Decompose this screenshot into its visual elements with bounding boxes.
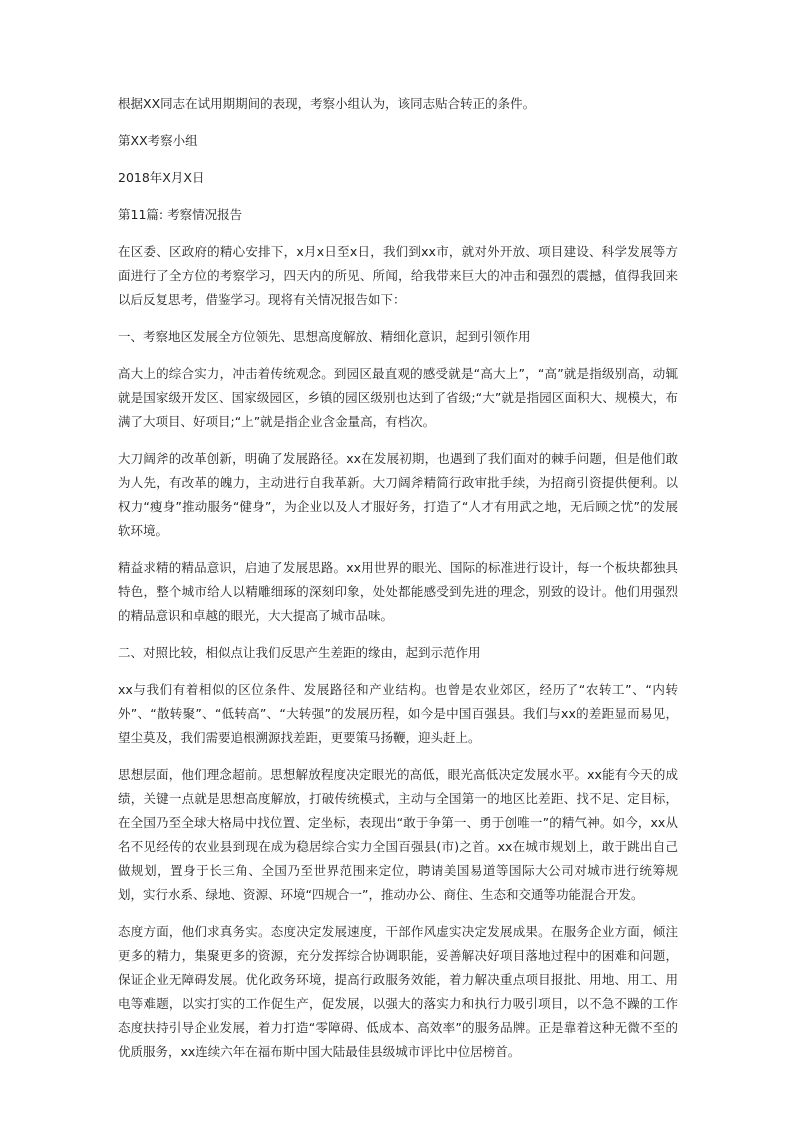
section1-paragraph-3: 精益求精的精品意识，启迪了发展思路。xx用世界的眼光、国际的标准进行设计，每一个板块都独具特色，整个城市给人以精雕细琢的深刻印象，处处都能感受到先进的理念，别致的设计。他们用强烈的精品意识和卓越的眼光，大大提高了城市品味。 [118,560,678,623]
section2-paragraph-2: 思想层面，他们理念超前。思想解放程度决定眼光的高低，眼光高低决定发展水平。xx能有今天的成绩，关键一点就是思想高度解放，打破传统模式，主动与全国第一的地区比差距、找不足、定目标，在全国乃至全球大格局中找位置、定坐标，表现出“敢于争第一、勇于创唯一”的精气神。如今，xx从名不见经传的农业县到现在成为稳居综合实力全国百强县(市)之首。xx在城市规划上，敢于跳出自己做规划，置身于长三角、全国乃至世界范围来定位，聘请美国易道等国际大公司对城市进行统筹规划，实行水系、绿地、资源、环境“四规合一”，推动办公、商住、生态和交通等功能混合开发。 [118,767,678,902]
signature-date: 2018年X月X日 [118,170,205,185]
conclusion-text: 根据XX同志在试用期期间的表现，考察小组认为，该同志贴合转正的条件。 [118,96,536,111]
article-title: 第11篇: 考察情况报告 [118,207,243,222]
section2-paragraph-3: 态度方面，他们求真务实。态度决定发展速度，干部作风虚实决定发展成果。在服务企业方面，倾注更多的精力，集聚更多的资源，充分发挥综合协调职能，妥善解决好项目落地过程中的困难和问题，保证企业无障碍发展。优化政务环境，提高行政服务效能，着力解决重点项目报批、用地、用工、用电等难题，以实打实的工作促生产，促发展，以强大的落实力和执行力吸引项目，以不急不躁的工作态度扶持引导企业发展，着力打造“零障碍、低成本、高效率”的服务品牌。正是靠着这种无微不至的优质服务，xx连续六年在福布斯中国大陆最佳县级城市评比中位居榜首。 [118,924,678,1059]
section1-paragraph-2: 大刀阔斧的改革创新，明确了发展路径。xx在发展初期，也遇到了我们面对的棘手问题，但是他们敢为人先，有改革的魄力，主动进行自我革新。大刀阔斧精简行政审批手续，为招商引资提供便利。以权力“瘦身”推动服务“健身”，为企业以及人才服好务，打造了“人才有用武之地，无后顾之忧”的发展软环境。 [118,451,678,538]
section2-paragraph-1: xx与我们有着相似的区位条件、发展路径和产业结构。也曾是农业郊区，经历了“农转工”、“内转外”、“散转聚”、“低转高”、“大转强”的发展历程，如今是中国百强县。我们与xx的差距显而易见，望尘莫及，我们需要追根溯源找差距，更要策马扬鞭，迎头赶上。 [118,682,678,745]
document-page [118,92,678,1077]
section1-paragraph-1: 高大上的综合实力，冲击着传统观念。到园区最直观的感受就是“高大上”，“高”就是指级别高，动辄就是国家级开发区、国家级园区，乡镇的园区级别也达到了省级;“大”就是指园区面积大、规模大，布满了大项目、好项目;“上”就是指企业含金量高，有档次。 [118,366,678,429]
section-heading-1: 一、考察地区发展全方位领先、思想高度解放、精细化意识，起到引领作用 [118,329,531,344]
intro-paragraph: 在区委、区政府的精心安排下，x月x日至x日，我们到xx市，就对外开放、项目建设、科学发展等方面进行了全方位的考察学习，四天内的所见、所闻，给我带来巨大的冲击和强烈的震撼，值得我回来以后反复思考，借鉴学习。现将有关情况报告如下： [118,244,678,307]
section-heading-2: 二、对照比较，相似点让我们反思产生差距的缘由，起到示范作用 [118,645,481,660]
signature-group: 第XX考察小组 [118,133,198,148]
